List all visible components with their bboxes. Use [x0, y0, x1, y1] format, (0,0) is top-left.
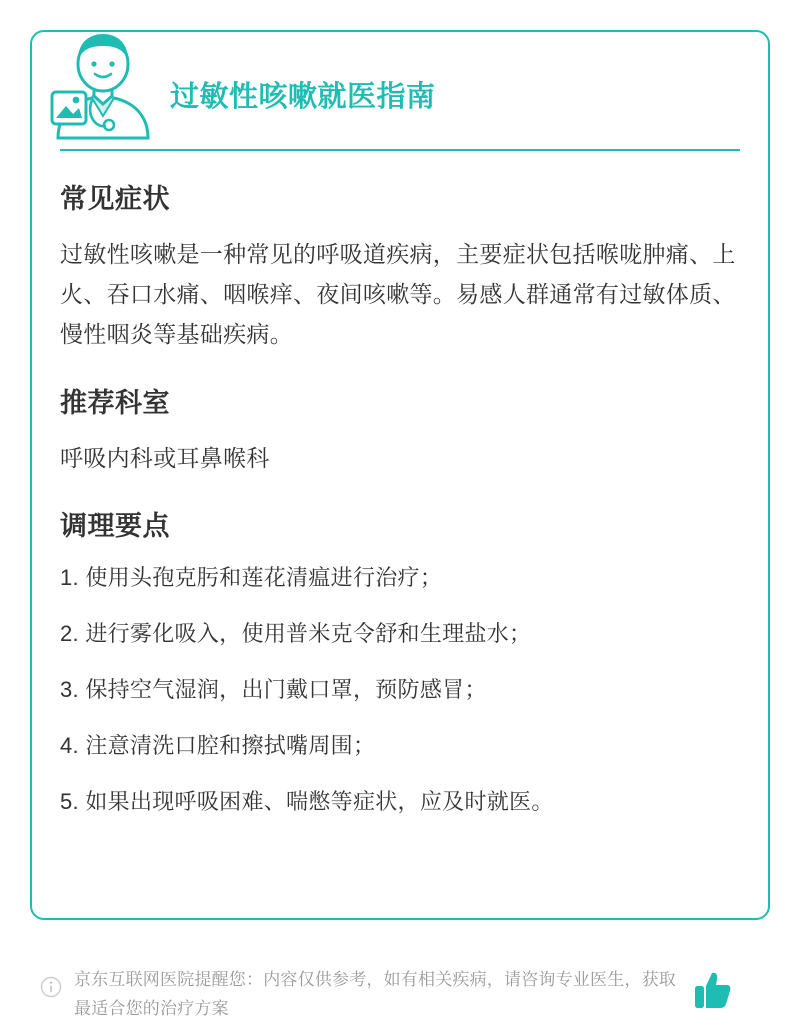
- section-heading: 推荐科室: [60, 387, 170, 418]
- section-symptoms: [60, 177, 740, 355]
- title-divider: [60, 149, 740, 151]
- info-circle-icon: [40, 976, 66, 1003]
- section-paragraph: 呼吸内科或耳鼻喉科: [60, 444, 270, 471]
- list-item: 5. 如果出现呼吸困难、喘憋等症状，应及时就医。: [60, 789, 554, 815]
- care-tips-list: [60, 561, 740, 819]
- footer-disclaimer-bar: [30, 954, 770, 1024]
- disclaimer-text: 京东互联网医院提醒您：内容仅供参考，如有相关疾病，请咨询专业医生，获取最适合您的治疗方案: [74, 970, 676, 1018]
- guide-card: [30, 30, 770, 920]
- doctor-avatar-icon: [40, 30, 160, 140]
- page-title: 过敏性咳嗽就医指南: [170, 81, 436, 113]
- section-department: [60, 381, 740, 478]
- section-heading: 常见症状: [60, 183, 170, 214]
- section-care-tips: [60, 504, 740, 819]
- section-paragraph: 过敏性咳嗽是一种常见的呼吸道疾病，主要症状包括喉咙肿痛、上火、吞口水痛、咽喉痒、夜间咳嗽等。易感人群通常有过敏体质、慢性咽炎等基础疾病。: [60, 240, 736, 348]
- list-item: 1. 使用头孢克肟和莲花清瘟进行治疗；: [60, 564, 443, 590]
- list-item: 4. 注意清洗口腔和擦拭嘴周围；: [60, 733, 376, 759]
- thumbs-up-icon[interactable]: [692, 968, 736, 1017]
- list-item: 3. 保持空气湿润，出门戴口罩，预防感冒；: [60, 676, 487, 702]
- section-heading: 调理要点: [60, 510, 170, 541]
- list-item: 2. 进行雾化吸入，使用普米克令舒和生理盐水；: [60, 620, 532, 646]
